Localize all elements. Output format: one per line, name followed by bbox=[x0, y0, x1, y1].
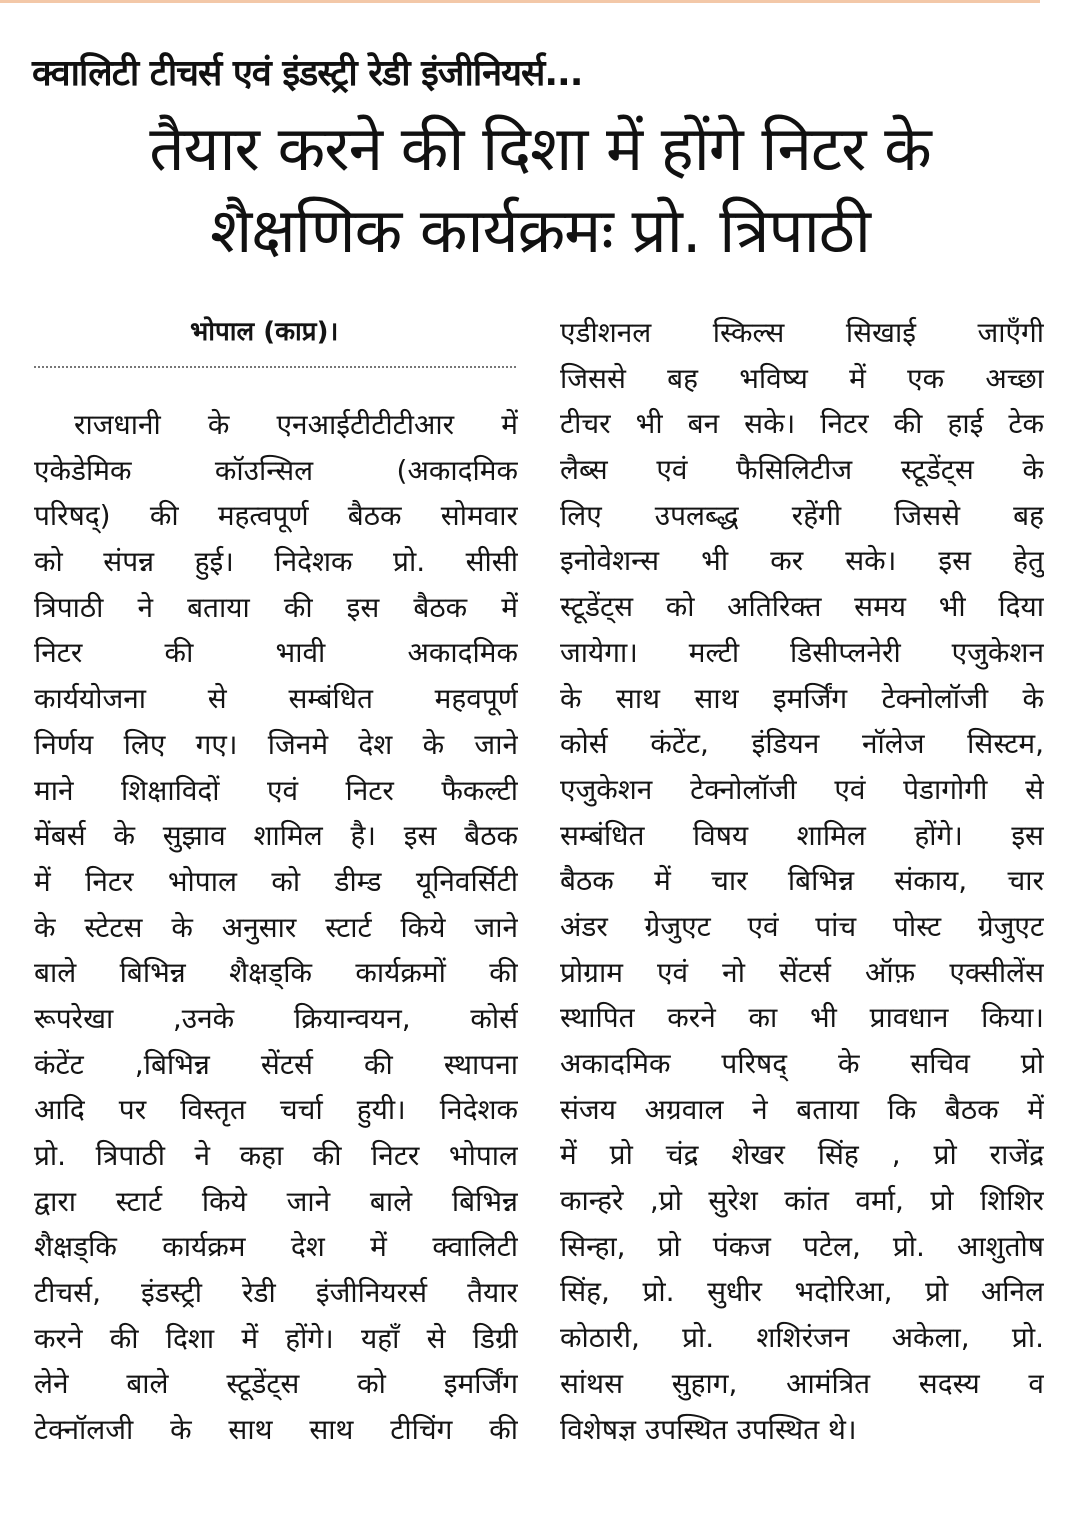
paragraph-line: करने की दिशा में होंगे। यहाँ से डिग्री bbox=[34, 1321, 518, 1355]
paragraph-line: टेक्नॉलजी के साथ साथ टीचिंग की bbox=[34, 1413, 518, 1447]
paragraph-line: एकेडेमिक कॉउन्सिल (अकादमिक bbox=[34, 453, 518, 487]
paragraph-line: में प्रो चंद्र शेखर सिंह , प्रो राजेंद्र bbox=[560, 1138, 1044, 1172]
paragraph-line: परिषद्) की महत्वपूर्ण बैठक सोमवार bbox=[34, 499, 518, 533]
paragraph-line: निर्णय लिए गए। जिनमे देश के जाने bbox=[34, 727, 518, 761]
paragraph-line: प्रोग्राम एवं नो सेंटर्स ऑफ़ एक्सीलेंस bbox=[560, 955, 1044, 989]
paragraph-line: सिन्हा, प्रो पंकज पटेल, प्रो. आशुतोष bbox=[560, 1229, 1044, 1263]
dotted-divider bbox=[34, 366, 516, 368]
paragraph-line: अकादमिक परिषद् के सचिव प्रो bbox=[560, 1047, 1044, 1080]
paragraph-line: बैठक में चार बिभिन्न संकाय, चार bbox=[560, 864, 1044, 898]
paragraph-line: रूपरेखा ,उनके क्रियान्वयन, कोर्स bbox=[34, 1001, 518, 1035]
right-column bbox=[560, 310, 1044, 1500]
headline-line-1: तैयार करने की दिशा में होंगे निटर के bbox=[149, 112, 931, 185]
paragraph-line: मेंबर्स के सुझाव शामिल है। इस बैठक bbox=[34, 819, 518, 853]
paragraph-line: कार्ययोजना से सम्बंधित महवपूर्ण bbox=[34, 682, 518, 716]
paragraph-line: स्थापित करने का भी प्रावधान किया। bbox=[560, 1001, 1044, 1035]
paragraph-line: प्रो. त्रिपाठी ने कहा की निटर भोपाल bbox=[34, 1139, 518, 1172]
paragraph-line: स्टूडेंट्स को अतिरिक्त समय भी दिया bbox=[560, 590, 1044, 624]
paragraph-line: कंटेंट ,बिभिन्न सेंटर्स की स्थापना bbox=[34, 1047, 518, 1081]
paragraph-line: सम्बंधित विषय शामिल होंगे। इस bbox=[560, 818, 1044, 852]
paragraph-line: संजय अग्रवाल ने बताया कि बैठक में bbox=[560, 1092, 1044, 1126]
paragraph-line: माने शिक्षाविदों एवं निटर फैकल्टी bbox=[34, 773, 518, 807]
paragraph-line: के स्टेटस के अनुसार स्टार्ट किये जाने bbox=[34, 910, 518, 944]
dateline: भोपाल (काप्र)। bbox=[190, 317, 339, 347]
paragraph-line: लेने बाले स्टूडेंट्स को इमर्जिंग bbox=[34, 1367, 518, 1401]
paragraph-line: विशेषज्ञ उपस्थित उपस्थित थे। bbox=[560, 1412, 857, 1446]
paragraph-line: लैब्स एवं फैसिलिटीज स्टूडेंट्स के bbox=[560, 453, 1044, 487]
left-column bbox=[34, 402, 518, 1502]
paragraph-line: द्वारा स्टार्ट किये जाने बाले बिभिन्न bbox=[34, 1184, 518, 1218]
paragraph-line: बाले बिभिन्न शैक्षड्कि कार्यक्रमों की bbox=[34, 956, 518, 990]
paragraph-line: में निटर भोपाल को डीम्ड यूनिवर्सिटी bbox=[34, 864, 518, 898]
article-headline bbox=[20, 108, 1060, 272]
paragraph-line: निटर की भावी अकादमिक bbox=[34, 636, 518, 670]
paragraph-line: अंडर ग्रेजुएट एवं पांच पोस्ट ग्रेजुएट bbox=[560, 909, 1044, 943]
paragraph-line: राजधानी के एनआईटीटीटीआर में bbox=[74, 408, 518, 441]
headline-line-2: शैक्षणिक कार्यक्रमः प्रो. त्रिपाठी bbox=[210, 194, 870, 267]
paragraph-line: के साथ साथ इमर्जिंग टेक्नोलॉजी के bbox=[560, 681, 1044, 715]
paragraph-line: कान्हरे ,प्रो सुरेश कांत वर्मा, प्रो शिशिर bbox=[560, 1184, 1044, 1218]
paragraph-line: जिससे बह भविष्य में एक अच्छा bbox=[560, 361, 1044, 395]
paragraph-line: आदि पर विस्तृत चर्चा हुयी। निदेशक bbox=[34, 1093, 518, 1127]
paragraph-line: एडीशनल स्किल्स सिखाई जाएँगी bbox=[560, 316, 1044, 349]
paragraph-line: शैक्षड्कि कार्यक्रम देश में क्वालिटी bbox=[34, 1230, 518, 1264]
paragraph-line: सिंह, प्रो. सुधीर भदोरिआ, प्रो अनिल bbox=[560, 1275, 1044, 1309]
paragraph-line: टीचर भी बन सके। निटर की हाई टेक bbox=[560, 407, 1044, 441]
paragraph-line: एजुकेशन टेक्नोलॉजी एवं पेडागोगी से bbox=[560, 772, 1044, 806]
article-kicker: क्वालिटी टीचर्स एवं इंडस्ट्री रेडी इंजीनियर्स... bbox=[32, 53, 583, 94]
paragraph-line: कोठारी, प्रो. शशिरंजन अकेला, प्रो. bbox=[560, 1321, 1044, 1355]
paragraph-line: सांथस सुहाग, आमंत्रित सदस्य व bbox=[560, 1366, 1044, 1400]
paragraph-line: त्रिपाठी ने बताया की इस बैठक में bbox=[34, 590, 518, 624]
paragraph-line: कोर्स कंटेंट, इंडियन नॉलेज सिस्टम, bbox=[560, 727, 1044, 761]
paragraph-line: टीचर्स, इंडस्ट्री रेडी इंजीनियरर्स तैयार bbox=[34, 1276, 518, 1310]
top-rule bbox=[0, 0, 1040, 3]
paragraph-line: लिए उपलब्द्ध रहेंगी जिससे बह bbox=[560, 498, 1044, 532]
paragraph-line: को संपन्न हुई। निदेशक प्रो. सीसी bbox=[34, 545, 518, 579]
paragraph-line: जायेगा। मल्टी डिसीप्लनेरी एजुकेशन bbox=[560, 635, 1044, 669]
paragraph-line: इनोवेशन्स भी कर सके। इस हेतु bbox=[560, 544, 1044, 578]
